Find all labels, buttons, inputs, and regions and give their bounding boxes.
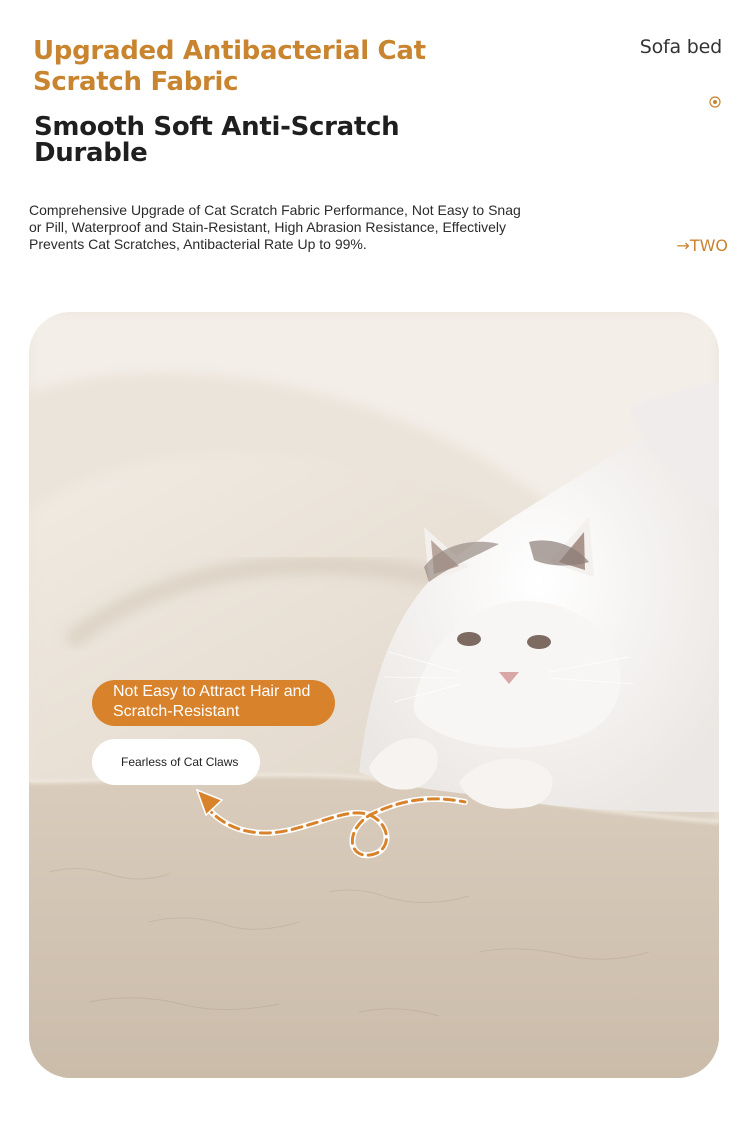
side-label: Sofa bed	[639, 36, 722, 58]
step-label: →TWO	[676, 236, 728, 255]
callout-primary	[92, 680, 335, 726]
description-text: Comprehensive Upgrade of Cat Scratch Fabric Performance, Not Easy to Snag or Pill, Waterproof and Stain-Resistant, High Abrasion Resistance, Effectively Prevents Cat Scratches, Antibacterial Rate Up to 99%.	[29, 202, 521, 252]
headline-dark: Smooth Soft Anti-Scratch Durable	[34, 112, 400, 168]
callout-secondary: Fearless of Cat Claws	[92, 739, 260, 785]
headline-orange: Upgraded Antibacterial Cat Scratch Fabric	[33, 36, 426, 97]
callout-primary-text: Not Easy to Attract Hair and Scratch-Resistant	[113, 683, 311, 720]
target-icon	[709, 96, 721, 108]
